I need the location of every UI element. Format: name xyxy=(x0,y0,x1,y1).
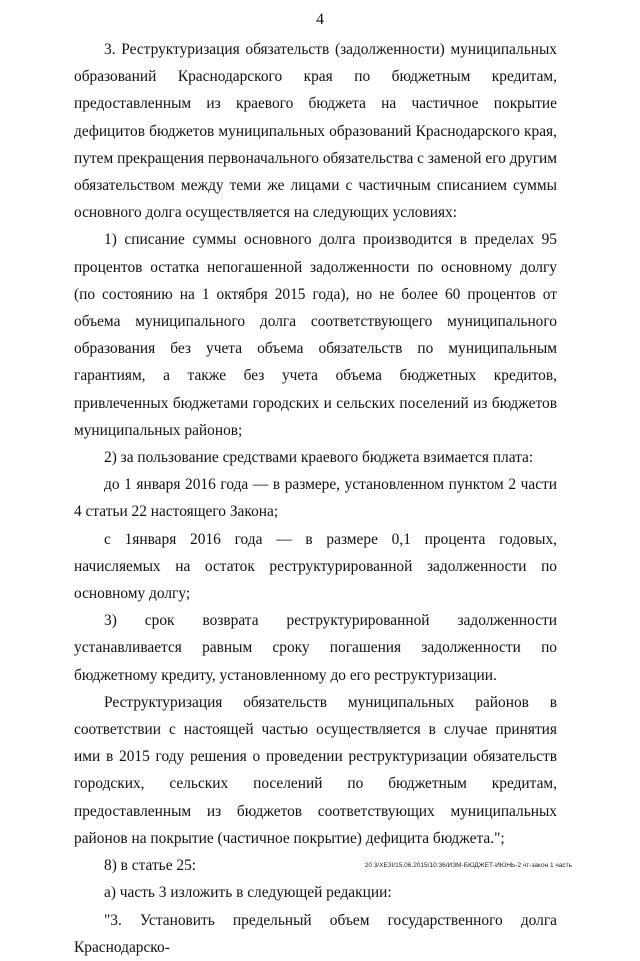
paragraph-article-25: 8) в статье 25: xyxy=(104,857,197,875)
document-body xyxy=(74,36,557,961)
paragraph-part-3-amendment: а) часть 3 изложить в следующей редакции: xyxy=(104,884,392,902)
paragraph-item-3-repayment-term: 3) срок возврата реструктурированной задолженности устанавливается равным сроку погашения задолженности по бюджетному кредиту, установленному до его реструктуризации. xyxy=(74,612,557,684)
paragraph-state-debt-limit: "3. Установить предельный объем государственного долга Краснодарско- xyxy=(74,911,557,956)
paragraph-municipal-districts: Реструктуризация обязательств муниципальных районов в соответствии с настоящей частью осуществляется в случае принятия ими в 2015 году решения о проведении реструктуризации обязательств городских, сельских поселений по бюджетным кредитам, предоставленным из бюджетов соответствующих муниципальных районов на покрытие (частичное покрытие) дефицита бюджета."; xyxy=(74,693,557,847)
paragraph-item-1-write-off: 1) списание суммы основного долга производится в пределах 95 процентов остатка непогашенной задолженности по основному долгу (по состоянию на 1 октября 2015 года), но не более 60 процентов от объема муниципального долга соответствующего муниципального образования без учета объема обязательств по муниципальным гарантиям, а также без учета объема бюджетных кредитов, привлеченных бюджетами городских и сельских поселений из бюджетов муниципальных районов; xyxy=(74,231,557,439)
paragraph-restructuring-conditions: 3. Реструктуризация обязательств (задолженности) муниципальных образований Краснодарского края по бюджетным кредитам, предоставленным из краевого бюджета на частичное покрытие дефицитов бюджетов муниципальных образований Краснодарского края, путем прекращения первоначального обязательства с заменой его другим обязательством между теми же лицами с частичным списанием суммы основного долга осуществляется на следующих условиях: xyxy=(74,41,557,222)
paragraph-fee-from-2016: с 1января 2016 года — в размере 0,1 процента годовых, начисляемых на остаток реструктурированной задолженности по основному долгу; xyxy=(74,530,557,603)
footer-document-stamp: 20 3/XE3I/15.06.2015/10:36/ИЗМ-БЮДЖЕТ-ИЮНЬ-2 чт-закон 1 часть xyxy=(364,862,572,869)
paragraph-fee-until-2016: до 1 января 2016 года — в размере, установленном пунктом 2 части 4 статьи 22 настоящего Закона; xyxy=(74,476,557,521)
paragraph-item-2-fee: 2) за пользование средствами краевого бюджета взимается плата: xyxy=(104,449,534,467)
page-number: 4 xyxy=(316,11,324,28)
